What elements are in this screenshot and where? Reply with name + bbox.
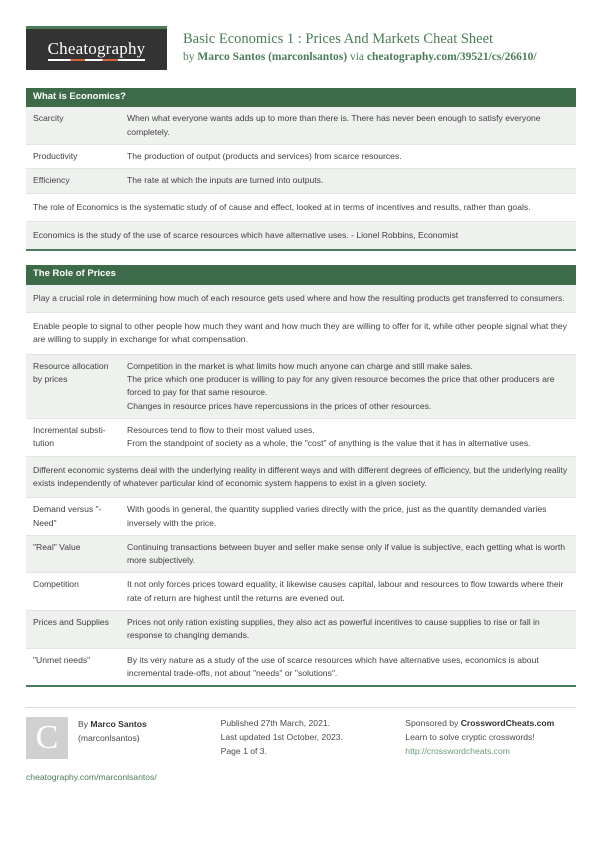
row-value	[127, 174, 569, 187]
table-row	[26, 285, 576, 313]
byline-source-url[interactable]: cheatography.com/39521/cs/26610/	[366, 51, 537, 64]
row-value-line: Changes in resource prices have repercussions in the prices of other resources.	[127, 400, 432, 411]
byline	[183, 50, 537, 66]
footer-author-column	[26, 707, 221, 785]
row-label: Efficiency	[33, 175, 70, 186]
sections-container	[26, 88, 576, 687]
footer-publish-column	[221, 707, 406, 785]
table-row	[26, 222, 576, 249]
avatar: C	[26, 717, 68, 759]
table-row	[26, 313, 576, 355]
table-row	[26, 649, 576, 686]
row-value-line: By its very nature as a study of the use of scarce resources which have alternative uses, economics is about incremental trade-offs, not about "needs" or "solutions".	[127, 654, 539, 678]
title-block	[167, 26, 537, 66]
row-value	[33, 229, 569, 242]
logo-label: Cheatography	[47, 38, 146, 58]
logo-underline-decoration	[48, 59, 146, 61]
row-value-line: Prices not only ration existing supplies, they also act as powerful incentives to cause supplies to rise or fall in response to changing demands.	[127, 617, 540, 641]
section-title: What is Economics?	[26, 88, 576, 107]
row-label: Productivity	[33, 151, 78, 162]
sponsor-url-link[interactable]: http://crosswordcheats.com	[405, 745, 510, 756]
logo-text	[48, 39, 146, 61]
row-value-line: From the standpoint of society as a whole, the "cost" of anything is the value that it has in alternative uses.	[127, 438, 531, 449]
table-row	[26, 457, 576, 499]
sponsor-line	[405, 717, 576, 731]
page-title: Basic Economics 1 : Prices And Markets Cheat Sheet	[183, 31, 494, 47]
published-date: Published 27th March, 2021.	[220, 718, 331, 729]
row-label: Competition	[33, 579, 79, 590]
row-value-line: The role of Economics is the systematic study of of cause and effect, looked at in terms of incentives and results, rather than goals.	[33, 201, 531, 212]
row-label: Scarcity	[33, 113, 64, 124]
row-value-line: When what everyone wants adds up to more than there is. There has never been enough to satisfy everyone completely.	[127, 113, 541, 137]
footer-sponsor-column	[405, 707, 576, 785]
page-header	[26, 26, 576, 72]
table-row	[26, 145, 576, 169]
updated-date: Last updated 1st October, 2023.	[220, 732, 343, 743]
row-label: Resource allocation by prices	[33, 360, 109, 384]
row-label: "Real" Value	[33, 541, 81, 552]
author-handle: (marconlsantos)	[78, 733, 140, 744]
author-profile-link[interactable]: cheatography.com/marconlsantos/	[26, 772, 157, 783]
row-value	[127, 578, 569, 605]
row-label: Demand versus "Need"	[33, 504, 102, 528]
row-value	[33, 464, 569, 491]
cheatography-logo[interactable]	[26, 26, 167, 70]
row-value	[127, 654, 569, 681]
row-label: Incremental substitution	[33, 424, 106, 449]
table-row	[26, 169, 576, 193]
row-value	[127, 112, 569, 139]
author-meta	[68, 717, 147, 759]
row-value-line: The rate at which the inputs are turned into outputs.	[127, 175, 324, 186]
row-label: Prices and Supplies	[33, 617, 109, 628]
row-value	[127, 616, 569, 643]
row-value	[33, 201, 569, 214]
table-row	[26, 419, 576, 457]
table-row	[26, 194, 576, 222]
byline-prefix: by	[183, 51, 198, 64]
row-label: "Unmet needs"	[33, 654, 91, 665]
row-value-line: Different economic systems deal with the underlying reality in different ways and with different degrees of efficiency, but the underlying reality exists independently of whatever particular kind of economic system happens to exist in a given society.	[33, 464, 568, 488]
page-number: Page 1 of 3.	[220, 745, 267, 756]
author-name-line	[78, 718, 147, 732]
row-value	[127, 541, 569, 568]
byline-middle: via	[347, 51, 367, 64]
row-value-line: With goods in general, the quantity supplied varies directly with the price, just as the quantity demanded varies inversely with the price.	[127, 504, 547, 528]
table-row	[26, 107, 576, 145]
row-value-line: Continuing transactions between buyer and seller make sense only if value is subjective, each getting what is worth more subjectively.	[127, 541, 566, 566]
table-row	[26, 355, 576, 419]
table-row	[26, 536, 576, 574]
author-name: Marco Santos	[90, 719, 147, 730]
row-value	[127, 360, 569, 413]
section-title: The Role of Prices	[26, 265, 576, 284]
row-value	[33, 292, 569, 305]
page-footer	[26, 707, 576, 785]
row-value-line: Economics is the study of the use of scarce resources which have alternative uses. - Lionel Robbins, Economist	[33, 230, 459, 240]
row-value-line: Resources tend to flow to their most valued uses.	[127, 424, 315, 435]
byline-author: Marco Santos (marconlsantos)	[197, 51, 348, 64]
author-row	[26, 717, 207, 759]
row-value-line: Competition in the market is what limits how much anyone can charge and still make sales.	[127, 360, 473, 371]
table-row	[26, 611, 576, 649]
row-value-line: The price which one producer is willing to pay for any given resource becomes the price that other producers are forced to pay for that same resource.	[127, 374, 555, 398]
section	[26, 265, 576, 687]
row-value	[127, 150, 569, 163]
sponsor-name[interactable]: CrosswordCheats.com	[460, 718, 555, 729]
row-value-line: It not only forces prices toward equality, it likewise causes capital, labour and resources to flow towards where their rate of return are highest until the returns are evened out.	[127, 579, 564, 603]
table-row	[26, 573, 576, 611]
section	[26, 88, 576, 251]
row-value	[127, 424, 569, 451]
row-value	[33, 320, 569, 347]
row-value	[127, 503, 569, 530]
sponsor-tagline: Learn to solve cryptic crosswords!	[405, 732, 535, 743]
row-value-line: Enable people to signal to other people how much they want and how much they are willing to offer for it, while other people signal what they are willing to supply in exchange for what compensation.	[33, 321, 567, 345]
sponsor-prefix: Sponsored by	[405, 718, 461, 729]
table-row	[26, 498, 576, 536]
row-value-line: Play a crucial role in determining how much of each resource gets used where and how the resulting products get transferred to consumers.	[33, 292, 565, 303]
author-prefix: By	[78, 719, 91, 730]
row-value-line: The production of output (products and services) from scarce resources.	[127, 151, 402, 162]
